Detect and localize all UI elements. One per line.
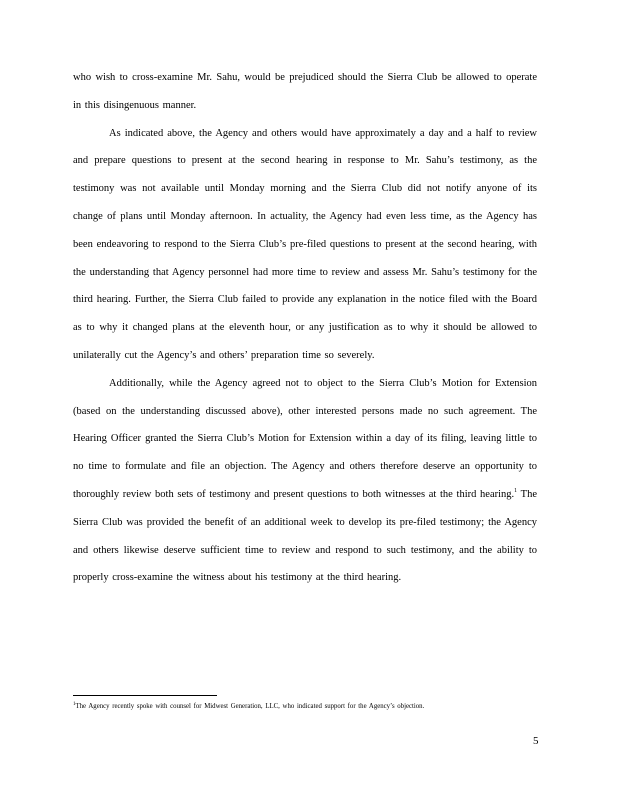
footnote-text: The Agency recently spoke with counsel for Midwest Generation, LLC, who indicated support for the Agency’s objection.: [75, 703, 425, 710]
paragraph-1: [73, 64, 537, 120]
paragraph-3: [73, 370, 537, 592]
body-text: [73, 64, 537, 592]
footnote-separator: [73, 695, 217, 696]
paragraph-2-text: As indicated above, the Agency and others would have approximately a day and a half to review and prepare questions to present at the second hearing in response to Mr. Sahu’s testimony, as the testimony was not available until Monday morning and the Sierra Club did not notify anyone of its change of plans until Monday afternoon. In actuality, the Agency had even less time, as the Agency has been endeavoring to respond to the Sierra Club’s pre-filed questions to present at the second hearing, with the understanding that Agency personnel had more time to review and assess Mr. Sahu’s testimony for the third hearing. Further, the Sierra Club failed to provide any explanation in the notice filed with the Board as to why it changed plans at the eleventh hour, or any justification as to why it should be allowed to unilaterally cut the Agency’s and others’ preparation time so severely.: [73, 127, 537, 361]
paragraph-1-text: who wish to cross-examine Mr. Sahu, would be prejudiced should the Sierra Club be allowed to operate in this disingenuous manner.: [73, 72, 537, 111]
footnote-reference: 1: [514, 487, 518, 494]
paragraph-3-text-after: The Sierra Club was provided the benefit of an additional week to develop its pre-filed testimony; the Agency and others likewise deserve sufficient time to review and respond to such testimony, and the ability to properly cross-examine the witness about his testimony at the third hearing.: [73, 488, 537, 584]
paragraph-3-text: Additionally, while the Agency agreed not to object to the Sierra Club’s Motion for Extension (based on the understanding discussed above), other interested persons made no such agreement. The Hearing Officer granted the Sierra Club’s Motion for Extension within a day of its filing, leaving little to no time to formulate and file an objection. The Agency and others therefore deserve an opportunity to thoroughly review both sets of testimony and present questions to both witnesses at the third hearing.: [73, 377, 537, 500]
footnote-mark: 1: [73, 702, 76, 707]
footnote: [73, 702, 523, 711]
paragraph-2: [73, 120, 537, 370]
page-number: 5: [533, 735, 539, 747]
